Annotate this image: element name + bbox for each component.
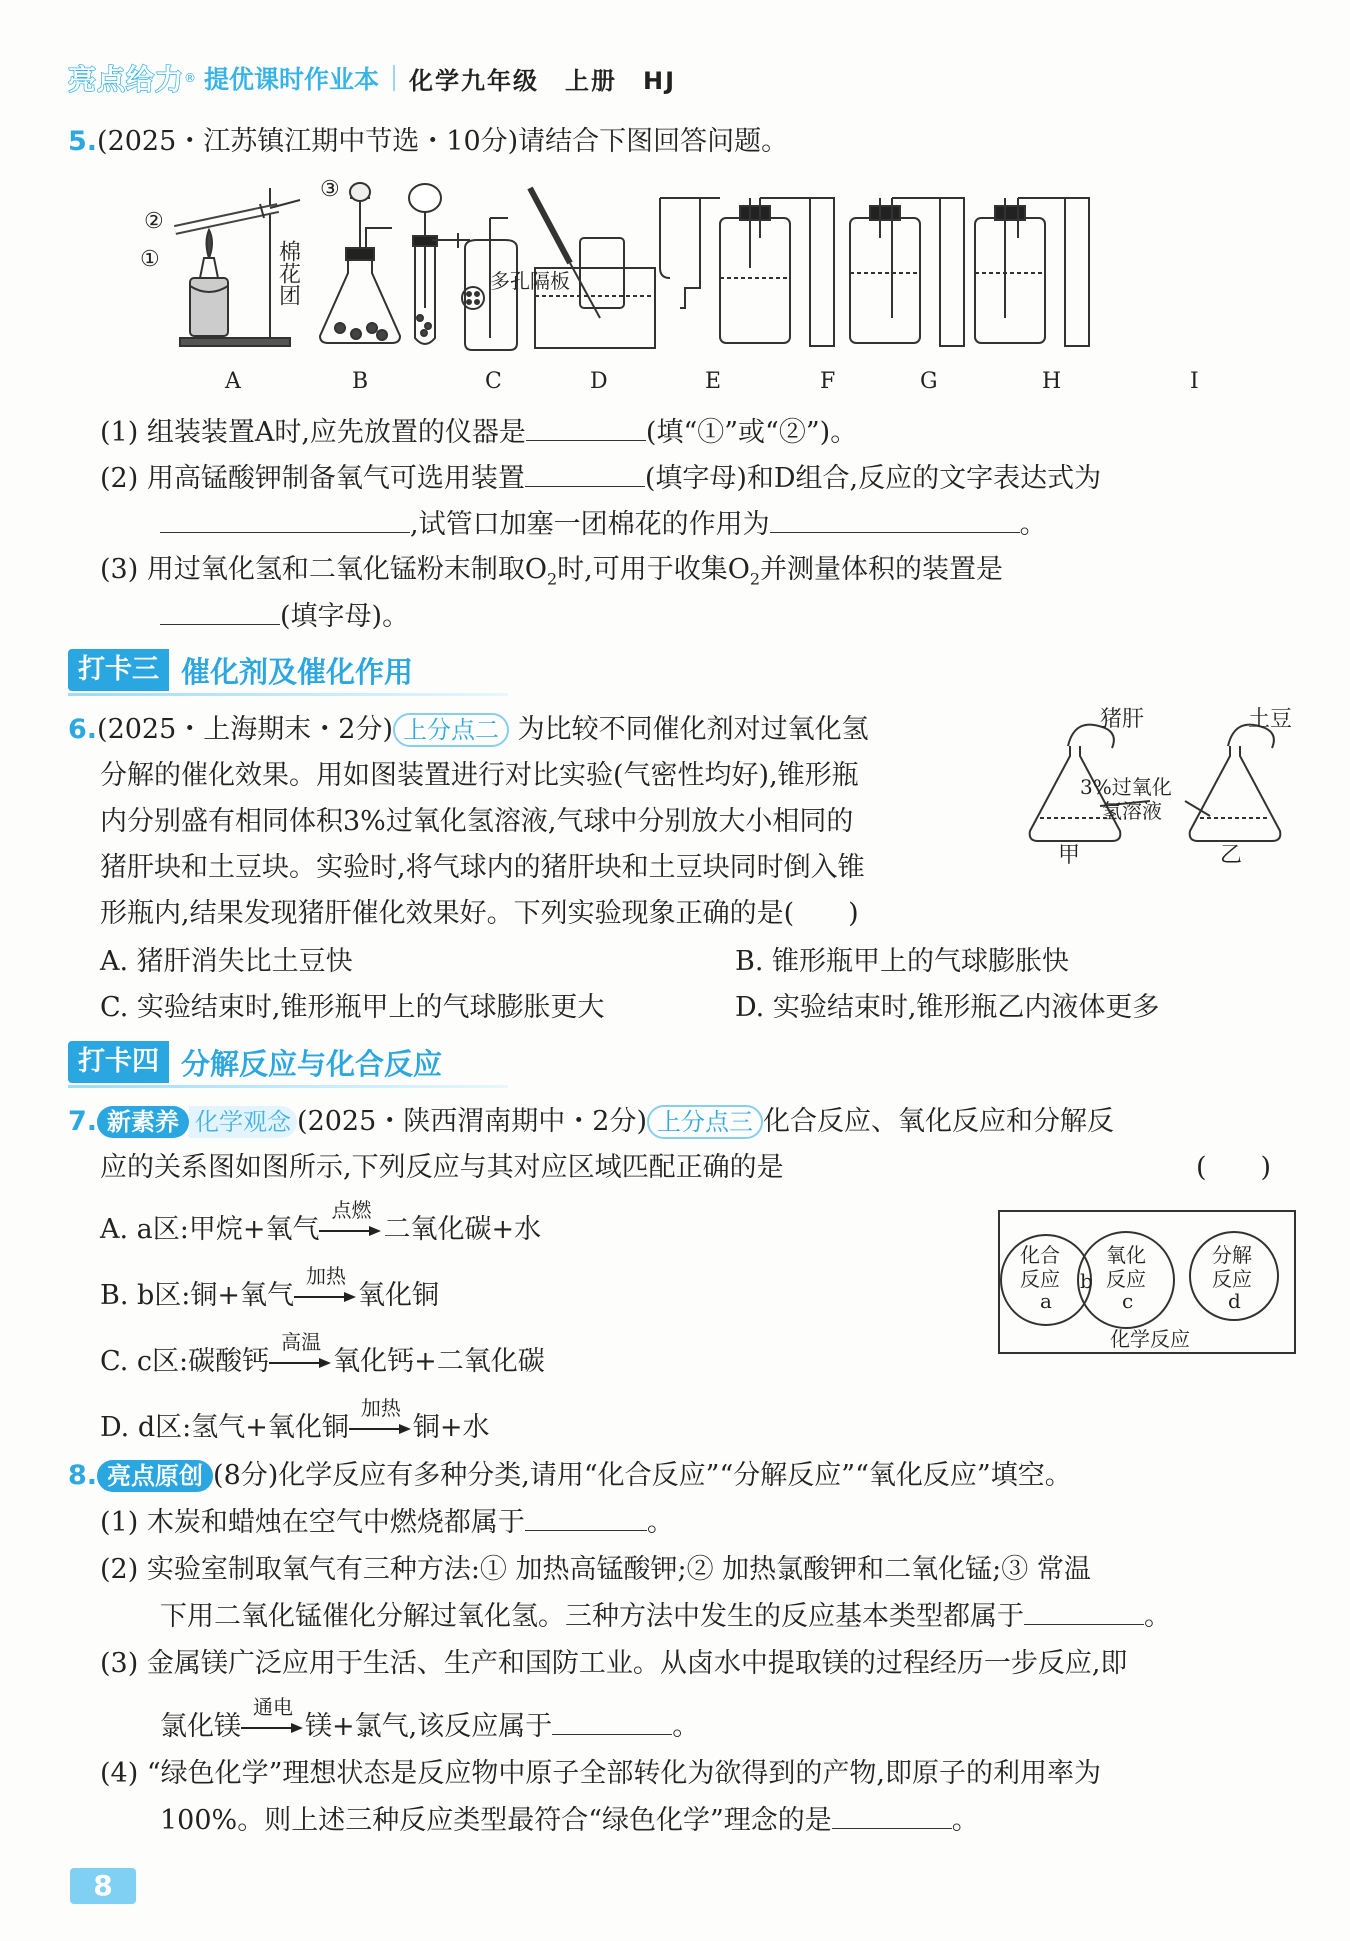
- page-number: 8: [70, 1868, 136, 1904]
- q6-line1: 6.(2025・上海期末・2分) 上分点二 为比较不同催化剂对过氧化氢: [68, 714, 869, 745]
- q6-option-a[interactable]: A. 猪肝消失比土豆快: [100, 946, 353, 977]
- q7-option-a[interactable]: A. a区:甲烷+氧气 点燃 二氧化碳+水: [100, 1198, 542, 1245]
- svg-text:d: d: [1228, 1289, 1241, 1313]
- svg-text:a: a: [1040, 1289, 1052, 1313]
- apparatus-e: [530, 188, 655, 348]
- q7-tag: 上分点三: [647, 1105, 763, 1139]
- q8-line1: 8. 亮点原创 (8分)化学反应有多种分类,请用“化合反应”“分解反应”“氧化反应”填空。: [68, 1460, 1072, 1491]
- q6-flask-figure: [1020, 706, 1300, 866]
- section-3-underline: [68, 693, 508, 696]
- q6-label-jia: 甲: [1058, 843, 1081, 868]
- section-4-title: 分解反应与化合反应: [181, 1046, 443, 1081]
- q5-part1: (1) 组装装置A时,应先放置的仪器是 (填“①”或“②”)。: [100, 414, 857, 451]
- header-divider: [393, 65, 395, 91]
- q6-line5: 形瓶内,结果发现猪肝催化效果好。下列实验现象正确的是( ): [100, 898, 859, 929]
- q5-blank-2[interactable]: [525, 460, 645, 487]
- q7-number: 7.: [68, 1106, 98, 1137]
- reaction-arrow: 点燃: [319, 1224, 383, 1238]
- q6-tag: 上分点二: [393, 713, 509, 747]
- q8-part3: (3) 金属镁广泛应用于生活、生产和国防工业。从卤水中提取镁的过程经历一步反应,即: [100, 1648, 1128, 1679]
- section-3-header: [68, 648, 413, 692]
- fig-label-c: C: [485, 369, 502, 394]
- fig-label-a: A: [225, 369, 241, 394]
- apparatus-f: [660, 198, 720, 308]
- venn-caption: 化学反应: [1110, 1327, 1190, 1351]
- subject-title: 化学九年级 上册 HJ: [409, 66, 677, 95]
- svg-text:反应: 反应: [1212, 1267, 1252, 1291]
- q5-blank-1[interactable]: [526, 414, 646, 441]
- apparatus-g: [720, 198, 834, 346]
- fig-label-b: B: [352, 369, 369, 394]
- q6-option-c[interactable]: C. 实验结束时,锥形瓶甲上的气球膨胀更大: [100, 992, 605, 1023]
- fig-label-h: H: [1042, 369, 1062, 394]
- q7-line2: 应的关系图如图所示,下列反应与其对应区域匹配正确的是: [100, 1152, 784, 1183]
- q7-tag-concept: 化学观念: [189, 1106, 297, 1138]
- q6-line3: 内分别盛有相同体积3%过氧化氢溶液,气球中分别放大小相同的: [100, 806, 854, 837]
- reaction-arrow: 高温: [269, 1356, 333, 1370]
- q6-label-yi: 乙: [1220, 843, 1243, 868]
- q8-part2: (2) 实验室制取氧气有三种方法:① 加热高锰酸钾;② 加热氯酸钾和二氧化锰;③ 常温: [100, 1554, 1091, 1585]
- section-4-header: [68, 1040, 442, 1084]
- series-title: 提优课时作业本: [204, 65, 380, 94]
- svg-text:分解: 分解: [1212, 1243, 1252, 1267]
- label-cotton: 棉花团: [275, 240, 301, 306]
- q6-label-solution-2: 氢溶液: [1102, 799, 1162, 823]
- q8-blank-2[interactable]: [1024, 1598, 1144, 1625]
- page-header: [68, 58, 676, 98]
- q6-label-potato: 土豆: [1248, 707, 1293, 732]
- q5-part2-cont: ,试管口加塞一团棉花的作用为 。: [160, 506, 1047, 543]
- q8-part3-cont: 氯化镁 通电 镁+氯气,该反应属于 。: [160, 1695, 700, 1742]
- q7-answer-paren[interactable]: ( ): [1196, 1152, 1272, 1183]
- fig-label-i: I: [1190, 369, 1199, 394]
- svg-text:氧化: 氧化: [1106, 1243, 1146, 1267]
- q5-part2: (2) 用高锰酸钾制备氧气可选用装置 (填字母)和D组合,反应的文字表达式为: [100, 460, 1101, 497]
- q7-tag-new-literacy: 新素养: [97, 1106, 189, 1138]
- q8-part4-cont: 100%。则上述三种反应类型最符合“绿色化学”理念的是 。: [160, 1802, 979, 1839]
- fig-label-g: G: [920, 369, 938, 394]
- svg-text:b: b: [1080, 1269, 1093, 1293]
- brand-trademark: ®: [184, 71, 197, 85]
- q6-line2: 分解的催化效果。用如图装置进行对比实验(气密性均好),锥形瓶: [100, 760, 859, 791]
- q8-part1: (1) 木炭和蜡烛在空气中燃烧都属于 。: [100, 1504, 674, 1541]
- q7-option-c[interactable]: C. c区:碳酸钙 高温 氧化钙+二氧化碳: [100, 1330, 545, 1377]
- brand-logo: 亮点给力: [68, 63, 185, 96]
- q5-blank-3[interactable]: [160, 506, 410, 533]
- svg-text:c: c: [1122, 1289, 1134, 1313]
- q5-stem: [68, 124, 788, 160]
- reaction-arrow: 加热: [294, 1290, 358, 1304]
- svg-text:化合: 化合: [1020, 1243, 1060, 1267]
- fig-label-f: F: [820, 369, 836, 394]
- label-plate: 多孔隔板: [490, 269, 570, 293]
- q5-stem-text: (2025・江苏镇江期中节选・10分)请结合下图回答问题。: [97, 126, 789, 157]
- svg-text:反应: 反应: [1106, 1267, 1146, 1291]
- label-circ3: ③: [320, 177, 340, 202]
- fig-label-e: E: [705, 369, 722, 394]
- apparatus-c: [409, 184, 484, 344]
- q5-part3: (3) 用过氧化氢和二氧化锰粉末制取$O_2$时,可用于收集$O_2$并测量体积的装置是: [100, 554, 1004, 589]
- section-3-title: 催化剂及催化作用: [181, 654, 414, 689]
- q7-option-b[interactable]: B. b区:铜+氧气 加热 氧化铜: [100, 1264, 440, 1311]
- q6-option-b[interactable]: B. 锥形瓶甲上的气球膨胀快: [735, 946, 1070, 977]
- q5-blank-4[interactable]: [770, 506, 1020, 533]
- apparatus-b: [320, 183, 400, 343]
- q5-part3-cont: (填字母)。: [160, 598, 409, 635]
- q6-line4: 猪肝块和土豆块。实验时,将气球内的猪肝块和土豆块同时倒入锥: [100, 852, 865, 883]
- reaction-arrow: 加热: [349, 1422, 413, 1436]
- reaction-arrow: 通电: [241, 1721, 305, 1735]
- q6-label-solution-1: 3%过氧化: [1080, 775, 1172, 799]
- q8-tag: 亮点原创: [97, 1460, 213, 1492]
- q5-apparatus-figure: [140, 177, 1270, 400]
- q7-line1: 7. 新素养 化学观念 (2025・陕西渭南期中・2分) 上分点三 化合反应、氧化反应和分解反: [68, 1106, 1115, 1137]
- q6-option-d[interactable]: D. 实验结束时,锥形瓶乙内液体更多: [735, 992, 1160, 1023]
- q8-number: 8.: [68, 1460, 98, 1491]
- section-4-underline: [68, 1085, 508, 1088]
- label-circ2: ②: [144, 209, 164, 234]
- section-4-tag: 打卡四: [68, 1041, 169, 1083]
- q5-number: 5.: [68, 126, 98, 157]
- q7-option-d[interactable]: D. d区:氢气+氧化铜 加热 铜+水: [100, 1396, 490, 1443]
- q8-part4: (4) “绿色化学”理想状态是反应物中原子全部转化为欲得到的产物,即原子的利用率为: [100, 1758, 1102, 1789]
- q5-blank-5[interactable]: [160, 598, 280, 625]
- apparatus-h: [850, 198, 964, 346]
- svg-text:反应: 反应: [1020, 1267, 1060, 1291]
- q8-blank-3[interactable]: [552, 1708, 672, 1735]
- q6-number: 6.: [68, 714, 98, 745]
- q7-venn-diagram: [998, 1210, 1298, 1356]
- label-circ1: ①: [140, 247, 160, 272]
- q8-blank-1[interactable]: [525, 1504, 647, 1531]
- q6-label-liver: 猪肝: [1100, 707, 1145, 732]
- q8-blank-4[interactable]: [832, 1802, 952, 1829]
- q8-part2-cont: 下用二氧化锰催化分解过氧化氢。三种方法中发生的反应基本类型都属于 。: [160, 1598, 1171, 1635]
- fig-label-d: D: [590, 369, 608, 394]
- section-3-tag: 打卡三: [68, 649, 169, 691]
- apparatus-i: [975, 198, 1089, 346]
